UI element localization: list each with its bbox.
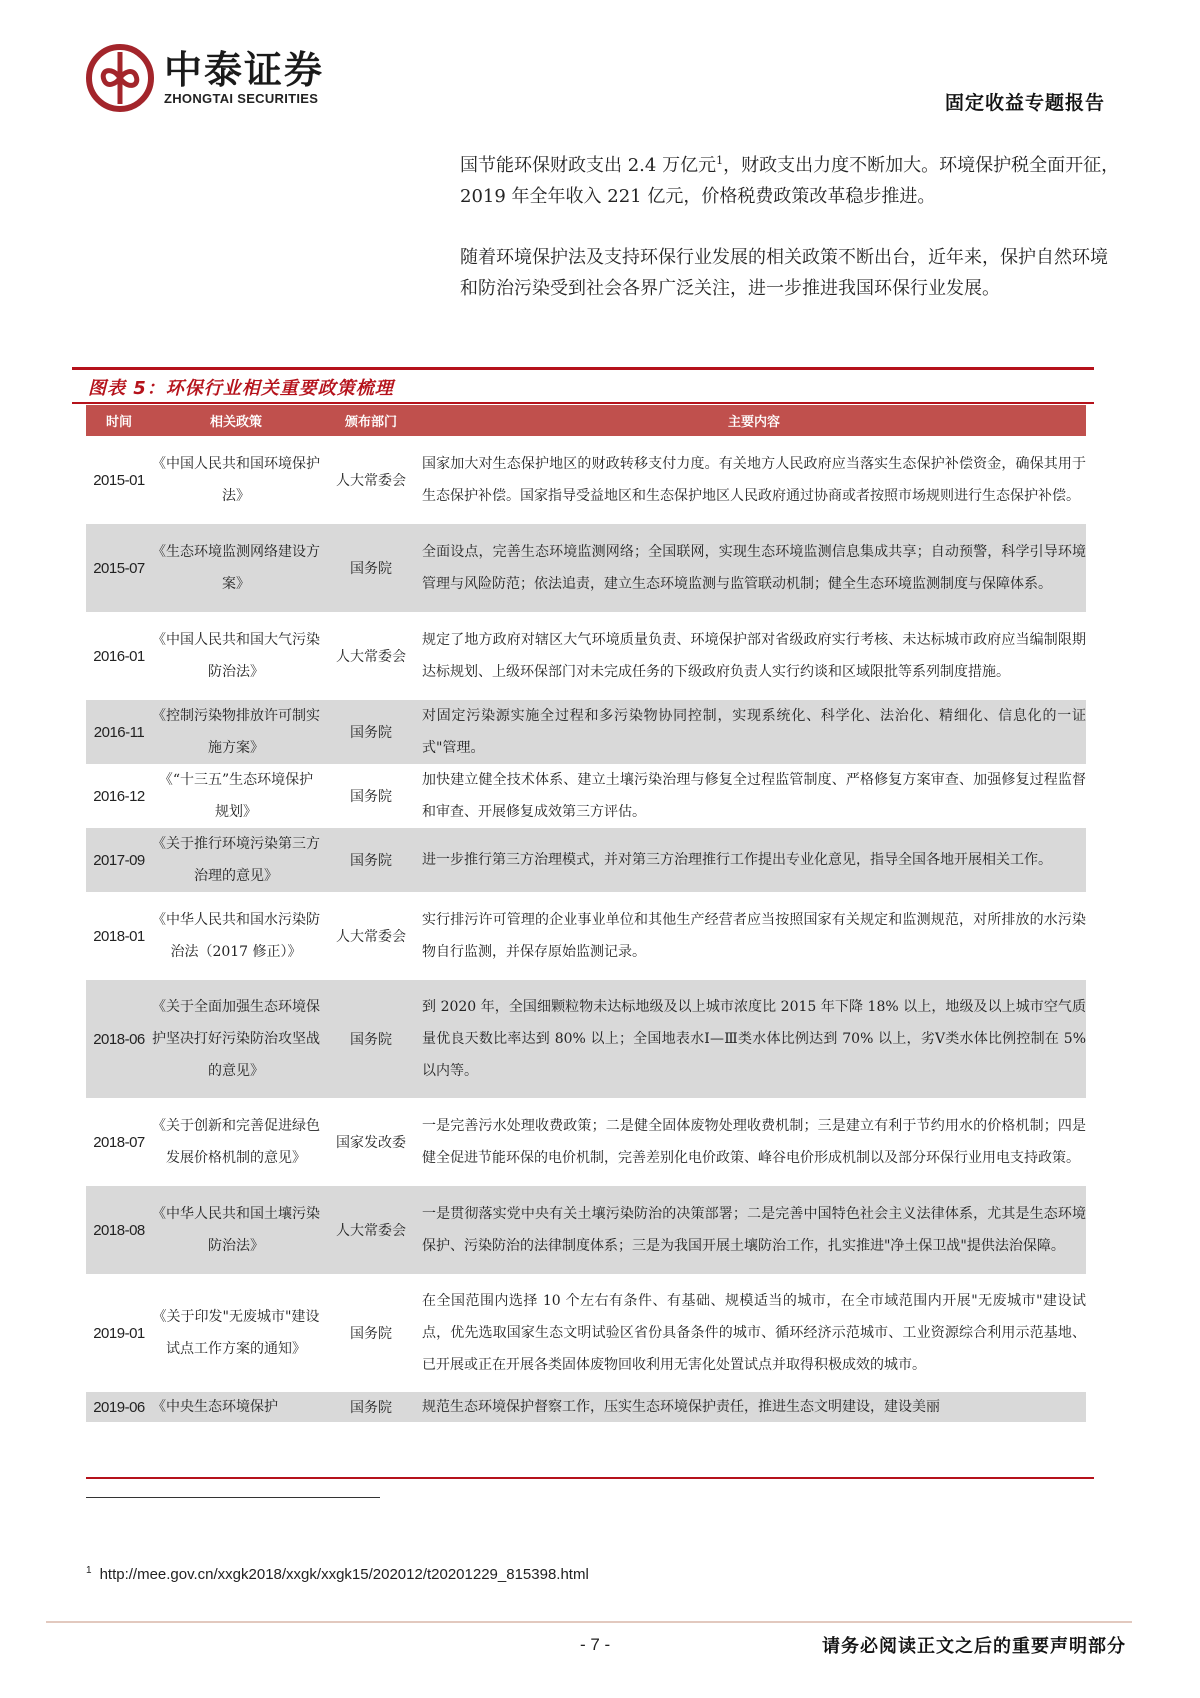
brand-name-cn: 中泰证券 [164,48,325,92]
body-paragraph-2: 随着环境保护法及支持环保行业发展的相关政策不断出台，近年来，保护自然环境和防治污染受到社会各界广泛关注，进一步推进我国环保行业发展。 [460,247,1108,299]
cell-policy: 《生态环境监测网络建设方案》 [152,524,320,612]
cell-content: 对固定污染源实施全过程和多污染物协同控制，实现系统化、科学化、法治化、精细化、信息化的一证式"管理。 [422,700,1086,764]
table-row [86,1098,1086,1186]
column-header-content: 主要内容 [422,405,1086,436]
cell-content: 全面设点，完善生态环境监测网络；全国联网，实现生态环境监测信息集成共享；自动预警，科学引导环境管理与风险防范；依法追责，建立生态环境监测与监管联动机制；健全生态环境监测制度与保障体系。 [422,524,1086,612]
cell-content: 一是贯彻落实党中央有关土壤污染防治的决策部署；二是完善中国特色社会主义法律体系，尤其是生态环境保护、污染防治的法律制度体系；三是为我国开展土壤防治工作，扎实推进"净土保卫战"提供法治保障。 [422,1186,1086,1274]
footnote [86,1565,589,1583]
table-row [86,612,1086,700]
figure-top-rule [72,367,1094,370]
cell-policy: 《中华人民共和国土壤污染防治法》 [152,1186,320,1274]
cell-department: 国务院 [320,828,422,892]
cell-content: 进一步推行第三方治理模式，并对第三方治理推行工作提出专业化意见，指导全国各地开展相关工作。 [422,828,1086,892]
cell-content: 加快建立健全技术体系、建立土壤污染治理与修复全过程监管制度、严格修复方案审查、加强修复过程监督和审查、开展修复成效第三方评估。 [422,772,1086,820]
cell-policy: 《中国人民共和国环境保护法》 [152,456,320,504]
figure-title: 图表 5：环保行业相关重要政策梳理 [88,378,394,399]
cell-department: 国务院 [350,789,392,805]
cell-policy: 《中华人民共和国水污染防治法（2017 修正）》 [152,912,320,960]
cell-content: 一是完善污水处理收费政策；二是健全固体废物处理收费机制；三是建立有利于节约用水的价格机制；四是健全促进节能环保的电价机制，完善差别化电价政策、峰谷电价形成机制以及部分环保行业用电支持政策。 [422,1118,1086,1166]
report-type: 固定收益专题报告 [944,92,1105,114]
zhongtai-logo-icon [86,44,154,112]
cell-policy: 《控制污染物排放许可制实施方案》 [152,700,320,764]
cell-date: 2018-08 [86,1186,152,1274]
cell-content: 规范生态环境保护督察工作，压实生态环境保护责任，推进生态文明建设，建设美丽 [422,1392,1086,1422]
disclaimer-text: 请务必阅读正文之后的重要声明部分 [822,1636,1126,1657]
cell-date: 2018-06 [86,980,152,1098]
cell-content: 规定了地方政府对辖区大气环境质量负责、环境保护部对省级政府实行考核、未达标城市政府应当编制限期达标规划、上级环保部门对未完成任务的下级政府负责人实行约谈和区域限批等系列制度措施。 [422,632,1086,680]
cell-date: 2016-11 [86,700,152,764]
cell-department: 国务院 [350,1326,392,1342]
brand-name-en: ZHONGTAI SECURITIES [164,91,319,106]
table-row [86,1392,1086,1422]
cell-department: 国家发改委 [336,1135,406,1151]
cell-date: 2015-01 [93,471,145,489]
cell-date: 2019-06 [86,1392,152,1422]
cell-date: 2015-07 [86,524,152,612]
cell-content: 实行排污许可管理的企业事业单位和其他生产经营者应当按照国家有关规定和监测规范，对所排放的水污染物自行监测，并保存原始监测记录。 [422,912,1086,960]
cell-department: 人大常委会 [336,649,406,665]
table-row [86,1186,1086,1274]
column-header-policy: 相关政策 [152,405,320,436]
table-row [86,1274,1086,1392]
cell-policy: 《中央生态环境保护 [152,1392,320,1422]
table-row [86,892,1086,980]
cell-content: 到 2020 年，全国细颗粒物未达标地级及以上城市浓度比 2015 年下降 18% 以上，地级及以上城市空气质量优良天数比率达到 80% 以上；全国地表水Ⅰ—Ⅲ类水体比例达到 70% 以上，劣Ⅴ类水体比例控制在 5% 以内等。 [422,980,1086,1098]
figure-title-rule [72,402,1094,404]
cell-date: 2016-12 [93,787,145,805]
table-row [86,980,1086,1098]
column-header-department: 颁布部门 [320,405,422,436]
cell-department: 国务院 [320,700,422,764]
cell-department: 人大常委会 [336,929,406,945]
cell-date: 2018-07 [93,1133,145,1151]
table-row [86,764,1086,828]
cell-policy: 《中国人民共和国大气污染防治法》 [152,632,320,680]
footnote-link[interactable]: http://mee.gov.cn/xxgk2018/xxgk/xxgk15/202012/t20201229_815398.html [99,1566,589,1583]
footer-rule [46,1621,1132,1623]
cell-content: 在全国范围内选择 10 个左右有条件、有基础、规模适当的城市，在全市域范围内开展"无废城市"建设试点，优先选取国家生态文明试验区省份具备条件的城市、循环经济示范城市、工业资源综合利用示范基地、已开展或正在开展各类固体废物回收利用无害化处置试点并取得积极成效的城市。 [422,1293,1086,1373]
cell-policy: 《关于推行环境污染第三方治理的意见》 [152,828,320,892]
paragraph-text: 国节能环保财政支出 2.4 万亿元 [460,155,717,176]
table-header-row [86,405,1086,436]
cell-date: 2016-01 [93,647,145,665]
cell-policy: 《关于全面加强生态环境保护坚决打好污染防治攻坚战的意见》 [152,980,320,1098]
cell-department: 人大常委会 [336,473,406,489]
page-number: - 7 - [580,1635,611,1654]
table-row [86,524,1086,612]
cell-department: 国务院 [320,980,422,1098]
body-paragraph-1 [460,145,1120,212]
cell-content: 国家加大对生态保护地区的财政转移支付力度。有关地方人民政府应当落实生态保护补偿资金，确保其用于生态保护补偿。国家指导受益地区和生态保护地区人民政府通过协商或者按照市场规则进行生态保护补偿。 [422,456,1086,504]
table-bottom-rule [86,1477,1094,1479]
cell-department: 国务院 [320,1392,422,1422]
footnote-separator [86,1497,380,1498]
policy-table [86,405,1086,1422]
table-row [86,700,1086,764]
paragraph-text: ，财政支出力度不断加大。环境保护税全面开征，2019 年全年收入 221 亿元，价格税费政策改革稳步推进。 [460,155,1120,207]
cell-date: 2017-09 [86,828,152,892]
footnote-marker: 1 [86,1565,92,1576]
table-row [86,828,1086,892]
cell-department: 国务院 [320,524,422,612]
table-row [86,436,1086,524]
cell-date: 2019-01 [93,1324,145,1342]
cell-department: 人大常委会 [320,1186,422,1274]
column-header-date: 时间 [86,405,152,436]
company-logo [86,44,324,112]
cell-policy: 《关于印发"无废城市"建设试点工作方案的通知》 [152,1309,320,1357]
cell-policy: 《关于创新和完善促进绿色发展价格机制的意见》 [152,1118,320,1166]
cell-date: 2018-01 [93,927,145,945]
cell-policy: 《“十三五”生态环境保护规划》 [158,772,314,820]
footnote-ref[interactable]: 1 [716,154,724,167]
